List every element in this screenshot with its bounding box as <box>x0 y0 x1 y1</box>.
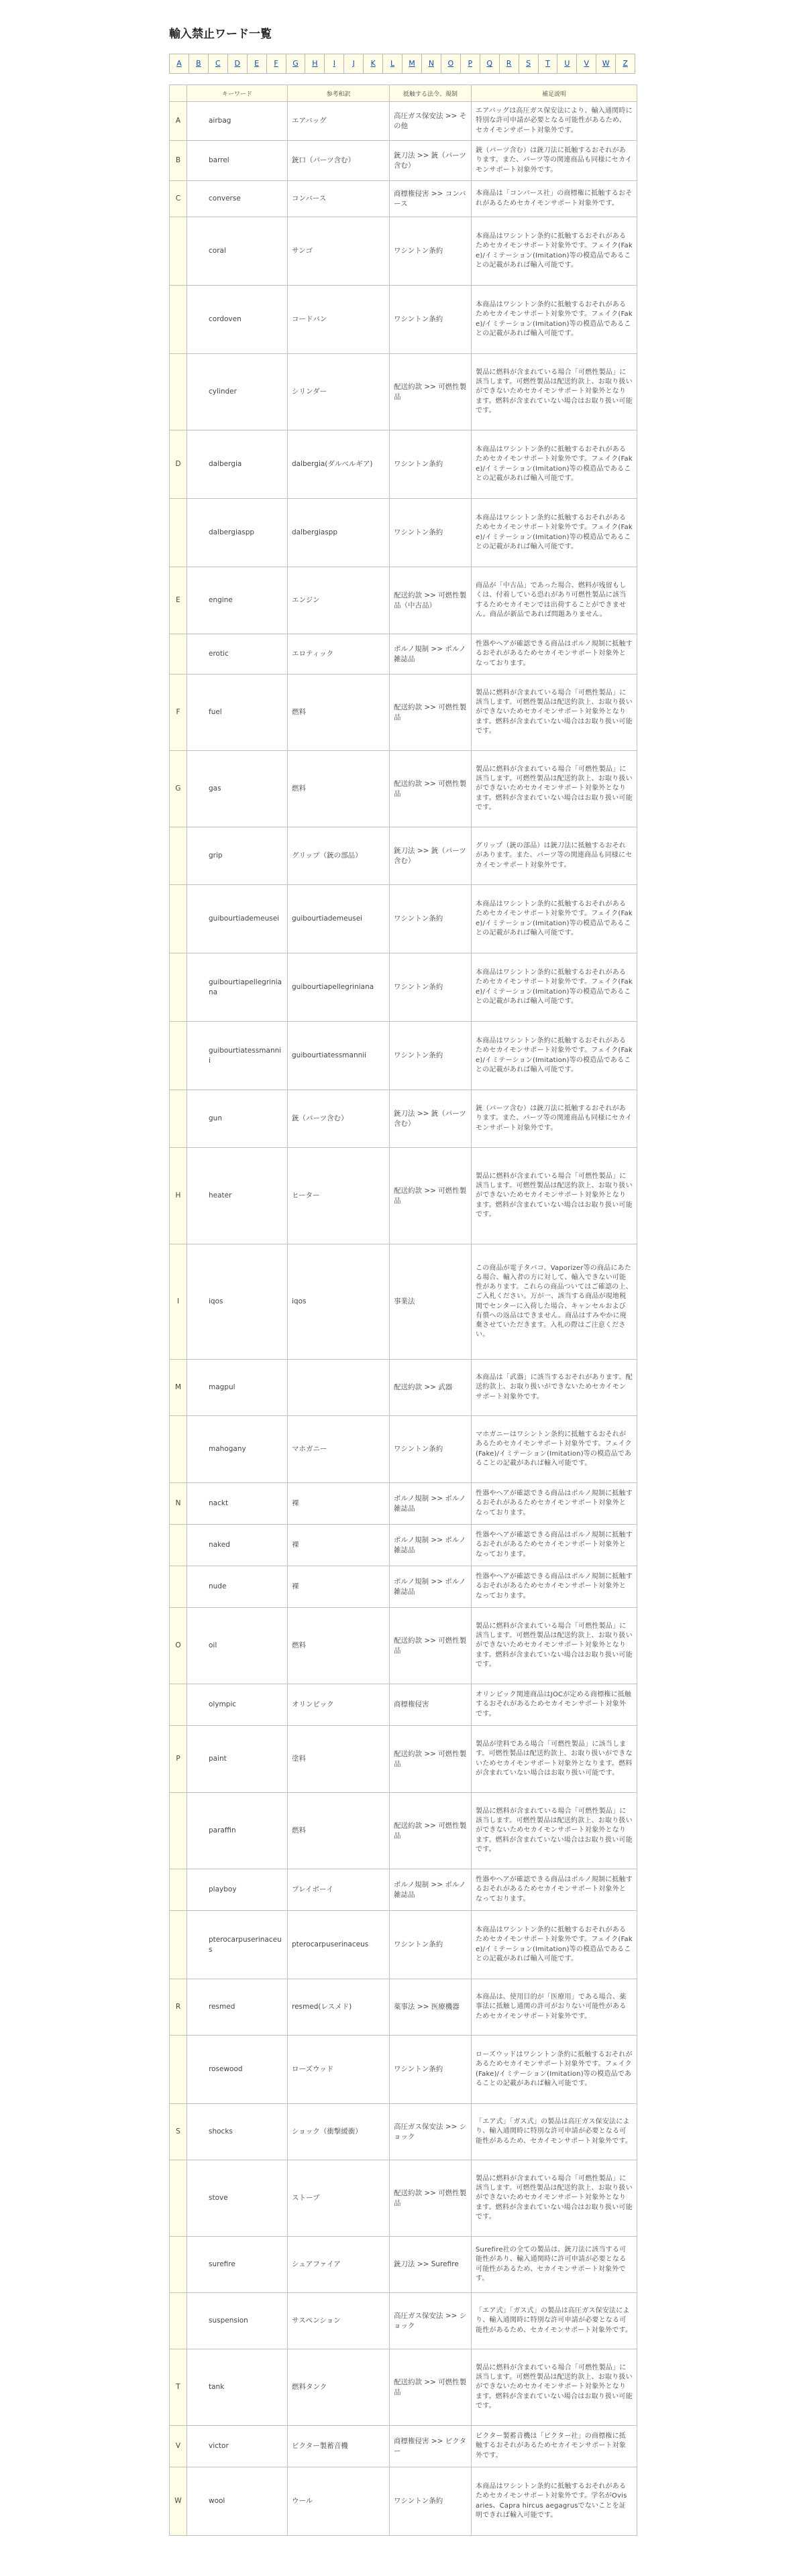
row-keyword: shocks <box>187 2104 288 2160</box>
row-index-letter <box>170 499 187 567</box>
row-keyword: cylinder <box>187 354 288 430</box>
table-row <box>170 1793 637 1869</box>
row-reference-translation: ヒーター <box>288 1148 390 1244</box>
row-keyword: olympic <box>187 1684 288 1726</box>
row-keyword: gas <box>187 751 288 827</box>
table-row <box>170 2036 637 2104</box>
row-reference-translation: dalbergiaspp <box>288 499 390 567</box>
row-index-letter: M <box>170 1360 187 1416</box>
table-row <box>170 2104 637 2160</box>
row-law: ワシントン条約 <box>390 286 472 354</box>
row-note: ビクター製蓄音機は「ビクター社」の商標権に抵触するおそれがあるためセカイモンサポート対象外です。 <box>472 2426 637 2467</box>
row-note: 本商品はワシントン条約に抵触するおそれがあるためセカイモンサポート対象外です。フェイク(Fake)/イミテーション(Imitation)等の模造品であることの記載があれば輸入可能です。 <box>472 217 637 286</box>
row-index-letter <box>170 634 187 675</box>
alphabet-link-w[interactable]: W <box>596 54 616 73</box>
row-keyword: gun <box>187 1090 288 1148</box>
row-law: ポルノ規制 >> ポルノ雑誌品 <box>390 634 472 675</box>
row-index-letter: G <box>170 751 187 827</box>
row-law: ワシントン条約 <box>390 1911 472 1979</box>
table-row <box>170 751 637 827</box>
row-note: この商品が電子タバコ、Vaporizer等の商品にあたる場合、輸入者の方に対して、輸入できない可能性があります。これらの商品ついてはご確認の上、ご入札ください。万が一、該当する商品が現地税関でセンターに入荷した場合、キャンセルおよび有償への返品はできません。商品はすみやかに廃棄させていただきます。入札の際はご注意ください。 <box>472 1244 637 1360</box>
row-reference-translation: 燃料 <box>288 751 390 827</box>
column-header-note: 補足説明 <box>472 85 637 102</box>
row-law: ポルノ規制 >> ポルノ雑誌品 <box>390 1566 472 1608</box>
row-law: 商標権侵害 <box>390 1684 472 1726</box>
row-law: ポルノ規制 >> ポルノ雑誌品 <box>390 1525 472 1566</box>
row-law: ワシントン条約 <box>390 2036 472 2104</box>
row-index-letter <box>170 1911 187 1979</box>
row-note: 本商品はワシントン条約に抵触するおそれがあるためセカイモンサポート対象外です。フェイク(Fake)/イミテーション(Imitation)等の模造品であることの記載があれば輸入可能です。 <box>472 499 637 567</box>
table-row <box>170 1566 637 1608</box>
row-keyword: paint <box>187 1726 288 1793</box>
row-reference-translation: ローズウッド <box>288 2036 390 2104</box>
row-keyword: rosewood <box>187 2036 288 2104</box>
row-keyword: guibourtiademeusei <box>187 885 288 953</box>
row-reference-translation: ウール <box>288 2467 390 2536</box>
row-index-letter <box>170 2237 187 2293</box>
row-reference-translation: マホガニー <box>288 1416 390 1483</box>
table-row <box>170 1148 637 1244</box>
row-index-letter: B <box>170 141 187 181</box>
row-law: ポルノ規制 >> ポルノ雑誌品 <box>390 1869 472 1911</box>
alphabet-link-e[interactable]: E <box>248 54 267 73</box>
row-reference-translation: プレイボーイ <box>288 1869 390 1911</box>
table-row <box>170 2237 637 2293</box>
row-reference-translation: 銃（パーツ含む） <box>288 1090 390 1148</box>
alphabet-link-p[interactable]: P <box>461 54 480 73</box>
table-row <box>170 181 637 217</box>
alphabet-link-l[interactable]: L <box>383 54 402 73</box>
row-note: 製品に燃料が含まれている場合「可燃性製品」に該当します。可燃性製品は配送約款上、お取り扱いができないためセカイモンサポート対象外となります。燃料が含まれていない場合はお取り扱い可能です。 <box>472 2349 637 2426</box>
table-row <box>170 2160 637 2237</box>
row-reference-translation: guibourtiapellegriniana <box>288 953 390 1022</box>
row-keyword: coral <box>187 217 288 286</box>
row-law: ワシントン条約 <box>390 953 472 1022</box>
table-row <box>170 1090 637 1148</box>
row-note: 本商品はワシントン条約に抵触するおそれがあるためセカイモンサポート対象外です。フェイク(Fake)/イミテーション(Imitation)等の模造品であることの記載があれば輸入可能です。 <box>472 1022 637 1090</box>
row-reference-translation: 裸 <box>288 1483 390 1525</box>
row-note: 性器やヘアが確認できる商品はポルノ規制に抵触するおそれがあるためセカイモンサポート対象外となっております。 <box>472 1525 637 1566</box>
alphabet-link-u[interactable]: U <box>557 54 577 73</box>
row-law: 薬事法 >> 医療機器 <box>390 1979 472 2036</box>
row-index-letter: D <box>170 430 187 499</box>
table-row <box>170 286 637 354</box>
row-keyword: barrel <box>187 141 288 181</box>
row-reference-translation: 裸 <box>288 1525 390 1566</box>
alphabet-link-f[interactable]: F <box>267 54 286 73</box>
row-keyword: guibourtiatessmannii <box>187 1022 288 1090</box>
row-note: 本商品はワシントン条約に抵触するおそれがあるためセカイモンサポート対象外です。フェイク(Fake)/イミテーション(Imitation)等の模造品であることの記載があれば輸入可能です。 <box>472 885 637 953</box>
table-row <box>170 1684 637 1726</box>
row-law: 高圧ガス保安法 >> その他 <box>390 102 472 141</box>
table-row <box>170 1483 637 1525</box>
row-note: 製品が塗料である場合「可燃性製品」に該当します。可燃性製品は配送約款上、お取り扱いができないためセカイモンサポート対象外となります。燃料が含まれていない場合はお取り扱い可能です。 <box>472 1726 637 1793</box>
row-law: 商標権侵害 >> ビクター <box>390 2426 472 2467</box>
alphabet-link-t[interactable]: T <box>539 54 558 73</box>
row-reference-translation: ストーブ <box>288 2160 390 2237</box>
row-keyword: magpul <box>187 1360 288 1416</box>
row-keyword: tank <box>187 2349 288 2426</box>
row-index-letter: R <box>170 1979 187 2036</box>
row-reference-translation: エアバッグ <box>288 102 390 141</box>
row-law: 銃刀法 >> Surefire <box>390 2237 472 2293</box>
row-note: 「エア式」「ガス式」の製品は高圧ガス保安法により、輸入通関時に特別な許可申請が必要となる可能性があるため、セカイモンサポート対象外です。 <box>472 2293 637 2349</box>
row-reference-translation: サンゴ <box>288 217 390 286</box>
row-keyword: suspension <box>187 2293 288 2349</box>
row-note: 製品に燃料が含まれている場合「可燃性製品」に該当します。可燃性製品は配送約款上、お取り扱いができないためセカイモンサポート対象外となります。燃料が含まれていない場合はお取り扱い可能です。 <box>472 675 637 751</box>
row-index-letter <box>170 2036 187 2104</box>
row-law: 銃刀法 >> 銃（パーツ含む） <box>390 827 472 885</box>
row-law: 配送約款 >> 可燃性製品 <box>390 2349 472 2426</box>
row-note: 性器やヘアが確認できる商品はポルノ規制に抵触するおそれがあるためセカイモンサポート対象外となっております。 <box>472 1566 637 1608</box>
row-keyword: heater <box>187 1148 288 1244</box>
row-note: グリップ（銃の部品）は銃刀法に抵触するおそれがあります。また、パーツ等の関連商品も同様にセカイモンサポート対象外です。 <box>472 827 637 885</box>
table-row <box>170 1022 637 1090</box>
row-reference-translation: 銃口（パーツ含む） <box>288 141 390 181</box>
table-row <box>170 1525 637 1566</box>
alphabet-link-j[interactable]: J <box>344 54 364 73</box>
table-row <box>170 1244 637 1360</box>
table-row <box>170 885 637 953</box>
row-reference-translation: エンジン <box>288 567 390 634</box>
row-reference-translation: dalbergia(ダルベルギア) <box>288 430 390 499</box>
row-index-letter: O <box>170 1608 187 1684</box>
row-keyword: paraffin <box>187 1793 288 1869</box>
row-index-letter <box>170 2293 187 2349</box>
row-reference-translation: ビクター製蓄音機 <box>288 2426 390 2467</box>
row-index-letter <box>170 286 187 354</box>
alphabet-link-q[interactable]: Q <box>480 54 500 73</box>
row-note: 性器やヘアが確認できる商品はポルノ規制に抵触するおそれがあるためセカイモンサポート対象外となっております。 <box>472 1869 637 1911</box>
row-reference-translation: iqos <box>288 1244 390 1360</box>
table-row <box>170 2467 637 2536</box>
row-keyword: fuel <box>187 675 288 751</box>
alphabet-link-h[interactable]: H <box>305 54 325 73</box>
alphabet-link-z[interactable]: Z <box>623 59 628 68</box>
row-reference-translation: resmed(レスメド) <box>288 1979 390 2036</box>
table-row <box>170 1360 637 1416</box>
row-index-letter <box>170 1869 187 1911</box>
row-keyword: converse <box>187 181 288 217</box>
row-note: 本商品はワシントン条約に抵触するおそれがあるためセカイモンサポート対象外です。学名がOvis aries、Capra hircus aegagrusでないことを証明できれば輸入可能です。 <box>472 2467 637 2536</box>
table-row <box>170 675 637 751</box>
row-reference-translation: サスペンション <box>288 2293 390 2349</box>
row-law: ワシントン条約 <box>390 499 472 567</box>
table-row <box>170 102 637 141</box>
row-keyword: wool <box>187 2467 288 2536</box>
row-note: 本商品はワシントン条約に抵触するおそれがあるためセカイモンサポート対象外です。フェイク(Fake)/イミテーション(Imitation)等の模造品であることの記載があれば輸入可能です。 <box>472 1911 637 1979</box>
row-reference-translation: guibourtiatessmannii <box>288 1022 390 1090</box>
row-reference-translation: 塗料 <box>288 1726 390 1793</box>
table-row <box>170 2293 637 2349</box>
row-index-letter: C <box>170 181 187 217</box>
row-index-letter <box>170 953 187 1022</box>
row-reference-translation: エロティック <box>288 634 390 675</box>
row-note: マホガニーはワシントン条約に抵触するおそれがあるためセカイモンサポート対象外です。フェイク(Fake)/イミテーション(Imitation)等の模造品であることの記載があれば輸入可能です。 <box>472 1416 637 1483</box>
row-keyword: playboy <box>187 1869 288 1911</box>
row-law: 高圧ガス保安法 >> ショック <box>390 2104 472 2160</box>
table-row <box>170 1911 637 1979</box>
alphabet-link-g[interactable]: G <box>286 54 306 73</box>
row-index-letter: E <box>170 567 187 634</box>
row-index-letter: N <box>170 1483 187 1525</box>
row-keyword: erotic <box>187 634 288 675</box>
alphabet-link-m[interactable]: M <box>402 54 422 73</box>
row-note: 本商品はワシントン条約に抵触するおそれがあるためセカイモンサポート対象外です。フェイク(Fake)/イミテーション(Imitation)等の模造品であることの記載があれば輸入可能です。 <box>472 953 637 1022</box>
row-law: 配送約款 >> 可燃性製品 <box>390 675 472 751</box>
table-row <box>170 953 637 1022</box>
table-body <box>170 102 637 2536</box>
row-index-letter <box>170 1793 187 1869</box>
row-index-letter <box>170 217 187 286</box>
row-law: 銃刀法 >> 銃（パーツ含む） <box>390 141 472 181</box>
column-header-keyword: キーワード <box>187 85 288 102</box>
row-reference-translation: コードバン <box>288 286 390 354</box>
row-reference-translation: シュアファイア <box>288 2237 390 2293</box>
row-index-letter <box>170 2160 187 2237</box>
row-index-letter: A <box>170 102 187 141</box>
row-index-letter <box>170 1525 187 1566</box>
row-keyword: resmed <box>187 1979 288 2036</box>
row-law: 配送約款 >> 可燃性製品 <box>390 751 472 827</box>
row-law: ワシントン条約 <box>390 1416 472 1483</box>
table-row <box>170 2349 637 2426</box>
table-row <box>170 217 637 286</box>
row-keyword: pterocarpuserinaceus <box>187 1911 288 1979</box>
row-note: ローズウッドはワシントン条約に抵触するおそれがあるためセカイモンサポート対象外です。フェイク(Fake)/イミテーション(Imitation)等の模造品であることの記載があれば輸入可能です。 <box>472 2036 637 2104</box>
page-title: 輸入禁止ワード一覧 <box>169 27 272 41</box>
row-law: 銃刀法 >> 銃（パーツ含む） <box>390 1090 472 1148</box>
row-note: Surefire社の全ての製品は、銃刀法に該当する可能性があり、輸入通関時に許可申請が必要となる可能性があるため、セカイモンサポート対象外です。 <box>472 2237 637 2293</box>
table-row <box>170 1726 637 1793</box>
row-keyword: guibourtiapellegriniana <box>187 953 288 1022</box>
alphabet-link-v[interactable]: V <box>577 54 596 73</box>
row-index-letter <box>170 885 187 953</box>
row-reference-translation: 燃料タンク <box>288 2349 390 2426</box>
row-reference-translation: シリンダー <box>288 354 390 430</box>
alphabet-link-d[interactable]: D <box>228 54 248 73</box>
row-index-letter: F <box>170 675 187 751</box>
alphabet-link-s[interactable]: S <box>519 54 539 73</box>
column-header-index <box>170 85 187 102</box>
table-row <box>170 634 637 675</box>
row-keyword: victor <box>187 2426 288 2467</box>
table-row <box>170 1869 637 1911</box>
row-reference-translation: 燃料 <box>288 1793 390 1869</box>
row-note: 製品に燃料が含まれている場合「可燃性製品」に該当します。可燃性製品は配送約款上、お取り扱いができないためセカイモンサポート対象外となります。燃料が含まれていない場合はお取り扱い可能です。 <box>472 354 637 430</box>
row-law: 事業法 <box>390 1244 472 1360</box>
row-note: 本商品は「武器」に該当するおそれがあります。配送約款上、お取り扱いができないためセカイモンサポート対象外です。 <box>472 1360 637 1416</box>
row-note: オリンピック関連商品はJOCが定める商標権に抵触するおそれがあるためセカイモンサポート対象外です。 <box>472 1684 637 1726</box>
row-note: 製品に燃料が含まれている場合「可燃性製品」に該当します。可燃性製品は配送約款上、お取り扱いができないためセカイモンサポート対象外となります。燃料が含まれていない場合はお取り扱い可能です。 <box>472 1793 637 1869</box>
row-index-letter: H <box>170 1148 187 1244</box>
column-header-law: 抵触する法令、規制 <box>390 85 472 102</box>
row-index-letter: W <box>170 2467 187 2536</box>
row-law: ワシントン条約 <box>390 430 472 499</box>
alphabet-link-k[interactable]: K <box>364 54 383 73</box>
row-law: 配送約款 >> 可燃性製品（中古品） <box>390 567 472 634</box>
row-index-letter <box>170 1566 187 1608</box>
row-keyword: naked <box>187 1525 288 1566</box>
row-note: 製品に燃料が含まれている場合「可燃性製品」に該当します。可燃性製品は配送約款上、お取り扱いができないためセカイモンサポート対象外となります。燃料が含まれていない場合はお取り扱い可能です。 <box>472 751 637 827</box>
row-reference-translation <box>288 1360 390 1416</box>
alphabet-link-n[interactable]: N <box>422 54 441 73</box>
table-row <box>170 2426 637 2467</box>
row-note: エアバッグは高圧ガス保安法により、輸入通関時に特別な許可申請が必要となる可能性があるため、セカイモンサポート対象外です。 <box>472 102 637 141</box>
row-index-letter: P <box>170 1726 187 1793</box>
row-index-letter: V <box>170 2426 187 2467</box>
row-keyword: grip <box>187 827 288 885</box>
row-note: 本商品はワシントン条約に抵触するおそれがあるためセカイモンサポート対象外です。フェイク(Fake)/イミテーション(Imitation)等の模造品であることの記載があれば輸入可能です。 <box>472 286 637 354</box>
row-note: 性器やヘアが確認できる商品はポルノ規制に抵触するおそれがあるためセカイモンサポート対象外となっております。 <box>472 634 637 675</box>
row-reference-translation: コンバース <box>288 181 390 217</box>
row-keyword: dalbergia <box>187 430 288 499</box>
prohibited-words-table <box>169 84 637 2536</box>
row-keyword: stove <box>187 2160 288 2237</box>
row-index-letter: I <box>170 1244 187 1360</box>
row-note: 「エア式」「ガス式」の製品は高圧ガス保安法により、輸入通関時に特別な許可申請が必要となる可能性があるため、セカイモンサポート対象外です。 <box>472 2104 637 2160</box>
alphabet-link-c[interactable]: C <box>209 54 228 73</box>
row-note: 製品に燃料が含まれている場合「可燃性製品」に該当します。可燃性製品は配送約款上、お取り扱いができないためセカイモンサポート対象外となります。燃料が含まれていない場合はお取り扱い可能です。 <box>472 2160 637 2237</box>
table-row <box>170 567 637 634</box>
alphabet-link-r[interactable]: R <box>500 54 519 73</box>
row-index-letter <box>170 1090 187 1148</box>
row-note: 製品に燃料が含まれている場合「可燃性製品」に該当します。可燃性製品は配送約款上、お取り扱いができないためセカイモンサポート対象外となります。燃料が含まれていない場合はお取り扱い可能です。 <box>472 1608 637 1684</box>
alphabet-link-b[interactable]: B <box>189 54 209 73</box>
row-reference-translation: guibourtiademeusei <box>288 885 390 953</box>
table-row <box>170 1416 637 1483</box>
table-row <box>170 141 637 181</box>
table-header-row <box>170 85 637 102</box>
row-index-letter: S <box>170 2104 187 2160</box>
row-keyword: airbag <box>187 102 288 141</box>
alphabet-link-i[interactable]: I <box>325 54 344 73</box>
row-law: 商標権侵害 >> コンバース <box>390 181 472 217</box>
row-index-letter <box>170 1022 187 1090</box>
row-keyword: iqos <box>187 1244 288 1360</box>
row-keyword: surefire <box>187 2237 288 2293</box>
row-law: 配送約款 >> 可燃性製品 <box>390 354 472 430</box>
row-keyword: nude <box>187 1566 288 1608</box>
row-note: 本商品は「コンバース社」の商標権に抵触するおそれがあるためセカイモンサポート対象外です。 <box>472 181 637 217</box>
row-law: ワシントン条約 <box>390 885 472 953</box>
table-row <box>170 499 637 567</box>
row-note: 銃（パーツ含む）は銃刀法に抵触するおそれがあります。また、パーツ等の関連商品も同様にセカイモンサポート対象外です。 <box>472 141 637 181</box>
column-header-reference: 参考和訳 <box>288 85 390 102</box>
row-law: 配送約款 >> 可燃性製品 <box>390 1793 472 1869</box>
row-law: 配送約款 >> 可燃性製品 <box>390 1608 472 1684</box>
row-law: ワシントン条約 <box>390 217 472 286</box>
row-keyword: engine <box>187 567 288 634</box>
row-law: 配送約款 >> 武器 <box>390 1360 472 1416</box>
row-law: 配送約款 >> 可燃性製品 <box>390 2160 472 2237</box>
row-index-letter <box>170 1416 187 1483</box>
row-index-letter <box>170 1684 187 1726</box>
alphabet-nav <box>169 54 635 74</box>
row-index-letter <box>170 354 187 430</box>
row-reference-translation: pterocarpuserinaceus <box>288 1911 390 1979</box>
row-keyword: oil <box>187 1608 288 1684</box>
row-reference-translation: 燃料 <box>288 675 390 751</box>
row-index-letter <box>170 827 187 885</box>
row-keyword: nackt <box>187 1483 288 1525</box>
row-reference-translation: オリンピック <box>288 1684 390 1726</box>
row-note: 商品が「中古品」であった場合、燃料が残留もしくは、付着している恐れがあり可燃性製品に該当するためセカイモンでは出荷することができません。商品が新品であれば問題ありません。 <box>472 567 637 634</box>
row-law: ワシントン条約 <box>390 1022 472 1090</box>
alphabet-link-o[interactable]: O <box>441 54 461 73</box>
row-law: 配送約款 >> 可燃性製品 <box>390 1726 472 1793</box>
table-row <box>170 1608 637 1684</box>
row-keyword: mahogany <box>187 1416 288 1483</box>
table-row <box>170 827 637 885</box>
row-law: 高圧ガス保安法 >> ショック <box>390 2293 472 2349</box>
row-index-letter: T <box>170 2349 187 2426</box>
row-reference-translation: ショック（衝撃緩衝） <box>288 2104 390 2160</box>
row-note: 本商品は、使用目的が「医療用」である場合、薬事法に抵触し通関の許可がおりない可能性があるためセカイモンサポート対象外です。 <box>472 1979 637 2036</box>
row-reference-translation: 燃料 <box>288 1608 390 1684</box>
row-reference-translation: 裸 <box>288 1566 390 1608</box>
row-law: ポルノ規制 >> ポルノ雑誌品 <box>390 1483 472 1525</box>
row-law: 配送約款 >> 可燃性製品 <box>390 1148 472 1244</box>
table-row <box>170 354 637 430</box>
row-keyword: dalbergiaspp <box>187 499 288 567</box>
row-note: 銃（パーツ含む）は銃刀法に抵触するおそれがあります。また、パーツ等の関連商品も同様にセカイモンサポート対象外です。 <box>472 1090 637 1148</box>
table-row <box>170 430 637 499</box>
alphabet-link-a[interactable]: A <box>170 54 189 73</box>
row-note: 本商品はワシントン条約に抵触するおそれがあるためセカイモンサポート対象外です。フェイク(Fake)/イミテーション(Imitation)等の模造品であることの記載があれば輸入可能です。 <box>472 430 637 499</box>
row-note: 製品に燃料が含まれている場合「可燃性製品」に該当します。可燃性製品は配送約款上、お取り扱いができないためセカイモンサポート対象外となります。燃料が含まれていない場合はお取り扱い可能です。 <box>472 1148 637 1244</box>
row-reference-translation: グリップ（銃の部品） <box>288 827 390 885</box>
row-law: ワシントン条約 <box>390 2467 472 2536</box>
table-row <box>170 1979 637 2036</box>
row-note: 性器やヘアが確認できる商品はポルノ規制に抵触するおそれがあるためセカイモンサポート対象外となっております。 <box>472 1483 637 1525</box>
row-keyword: cordoven <box>187 286 288 354</box>
